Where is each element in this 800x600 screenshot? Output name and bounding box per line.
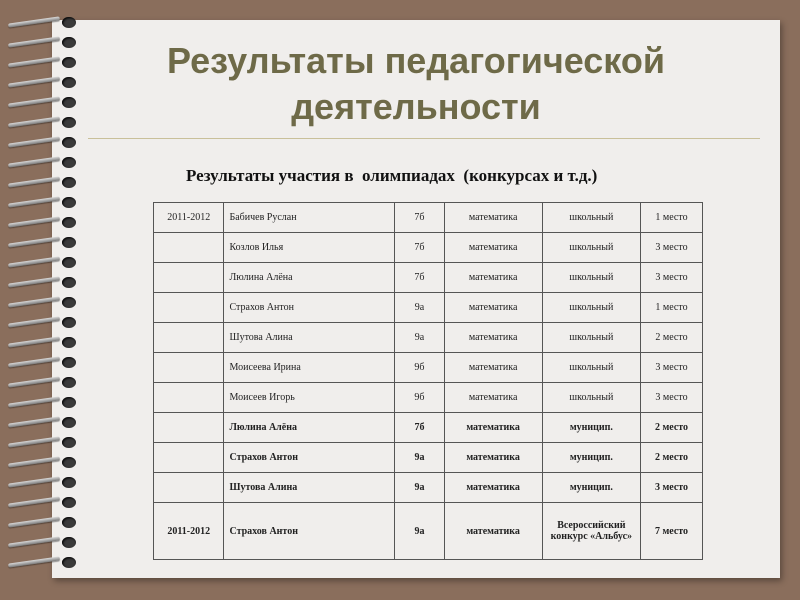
spiral-ring bbox=[6, 174, 84, 192]
spiral-ring bbox=[6, 494, 84, 512]
spiral-ring bbox=[6, 514, 84, 532]
results-table bbox=[153, 202, 703, 560]
place-cell: 2 место bbox=[641, 443, 703, 473]
year-cell: 2011-2012 bbox=[154, 503, 224, 560]
subject-cell: математика bbox=[444, 323, 542, 353]
title-divider bbox=[88, 138, 760, 139]
subject-cell: математика bbox=[444, 293, 542, 323]
table-caption: Результаты участия в олимпиадах (конкурсах и т.д.) bbox=[186, 166, 598, 185]
class-cell: 9а bbox=[395, 323, 444, 353]
class-cell: 7б bbox=[395, 233, 444, 263]
spiral-ring bbox=[6, 454, 84, 472]
student-name-cell: Страхов Антон bbox=[224, 503, 395, 560]
spiral-ring bbox=[6, 534, 84, 552]
spiral-ring bbox=[6, 554, 84, 572]
table-row bbox=[154, 233, 703, 263]
place-cell: 3 место bbox=[641, 233, 703, 263]
table-row bbox=[154, 263, 703, 293]
table-row bbox=[154, 443, 703, 473]
table-row bbox=[154, 503, 703, 560]
spiral-ring bbox=[6, 194, 84, 212]
student-name-cell: Моисеева Ирина bbox=[224, 353, 395, 383]
level-cell: школьный bbox=[542, 293, 640, 323]
table-row bbox=[154, 383, 703, 413]
student-name-cell: Люлина Алёна bbox=[224, 263, 395, 293]
title-line-2: деятельности bbox=[291, 86, 541, 127]
subject-cell: математика bbox=[444, 413, 542, 443]
level-cell: школьный bbox=[542, 383, 640, 413]
spiral-ring bbox=[6, 434, 84, 452]
class-cell: 9а bbox=[395, 503, 444, 560]
subject-cell: математика bbox=[444, 443, 542, 473]
student-name-cell: Бабичев Руслан bbox=[224, 203, 395, 233]
student-name-cell: Страхов Антон bbox=[224, 443, 395, 473]
class-cell: 9а bbox=[395, 473, 444, 503]
spiral-ring bbox=[6, 254, 84, 272]
student-name-cell: Моисеев Игорь bbox=[224, 383, 395, 413]
year-cell bbox=[154, 473, 224, 503]
place-cell: 3 место bbox=[641, 473, 703, 503]
subject-cell: математика bbox=[444, 263, 542, 293]
level-cell: школьный bbox=[542, 323, 640, 353]
level-cell: Всероссийский конкурс «Альбус» bbox=[542, 503, 640, 560]
subject-cell: математика bbox=[444, 203, 542, 233]
spiral-ring bbox=[6, 414, 84, 432]
place-cell: 3 место bbox=[641, 263, 703, 293]
class-cell: 7б bbox=[395, 413, 444, 443]
class-cell: 9б bbox=[395, 353, 444, 383]
spiral-ring bbox=[6, 274, 84, 292]
spiral-ring bbox=[6, 14, 84, 32]
level-cell: школьный bbox=[542, 353, 640, 383]
year-cell bbox=[154, 263, 224, 293]
student-name-cell: Шутова Алина bbox=[224, 473, 395, 503]
subject-cell: математика bbox=[444, 383, 542, 413]
table-row bbox=[154, 473, 703, 503]
level-cell: муницип. bbox=[542, 473, 640, 503]
year-cell bbox=[154, 233, 224, 263]
table-row bbox=[154, 293, 703, 323]
year-cell bbox=[154, 413, 224, 443]
year-cell bbox=[154, 323, 224, 353]
place-cell: 7 место bbox=[641, 503, 703, 560]
spiral-ring bbox=[6, 134, 84, 152]
spiral-ring bbox=[6, 374, 84, 392]
student-name-cell: Козлов Илья bbox=[224, 233, 395, 263]
year-cell bbox=[154, 383, 224, 413]
class-cell: 9а bbox=[395, 293, 444, 323]
subject-cell: математика bbox=[444, 353, 542, 383]
table-row bbox=[154, 203, 703, 233]
spiral-ring bbox=[6, 214, 84, 232]
student-name-cell: Страхов Антон bbox=[224, 293, 395, 323]
class-cell: 7б bbox=[395, 263, 444, 293]
student-name-cell: Шутова Алина bbox=[224, 323, 395, 353]
level-cell: школьный bbox=[542, 233, 640, 263]
subject-cell: математика bbox=[444, 233, 542, 263]
place-cell: 3 место bbox=[641, 383, 703, 413]
year-cell bbox=[154, 293, 224, 323]
table-row bbox=[154, 353, 703, 383]
year-cell bbox=[154, 443, 224, 473]
student-name-cell: Люлина Алёна bbox=[224, 413, 395, 443]
year-cell: 2011-2012 bbox=[154, 203, 224, 233]
spiral-ring bbox=[6, 314, 84, 332]
year-cell bbox=[154, 353, 224, 383]
spiral-ring bbox=[6, 234, 84, 252]
spiral-ring bbox=[6, 294, 84, 312]
spiral-ring bbox=[6, 474, 84, 492]
table-row bbox=[154, 413, 703, 443]
level-cell: школьный bbox=[542, 263, 640, 293]
class-cell: 9а bbox=[395, 443, 444, 473]
subject-cell: математика bbox=[444, 473, 542, 503]
place-cell: 2 место bbox=[641, 413, 703, 443]
place-cell: 2 место bbox=[641, 323, 703, 353]
place-cell: 3 место bbox=[641, 353, 703, 383]
level-cell: муницип. bbox=[542, 443, 640, 473]
slide-title bbox=[52, 38, 780, 130]
table-row bbox=[154, 323, 703, 353]
class-cell: 7б bbox=[395, 203, 444, 233]
class-cell: 9б bbox=[395, 383, 444, 413]
level-cell: школьный bbox=[542, 203, 640, 233]
place-cell: 1 место bbox=[641, 293, 703, 323]
subject-cell: математика bbox=[444, 503, 542, 560]
place-cell: 1 место bbox=[641, 203, 703, 233]
title-line-1: Результаты педагогической bbox=[167, 40, 665, 81]
spiral-ring bbox=[6, 154, 84, 172]
spiral-ring bbox=[6, 354, 84, 372]
spiral-ring bbox=[6, 334, 84, 352]
spiral-ring bbox=[6, 394, 84, 412]
level-cell: муницип. bbox=[542, 413, 640, 443]
